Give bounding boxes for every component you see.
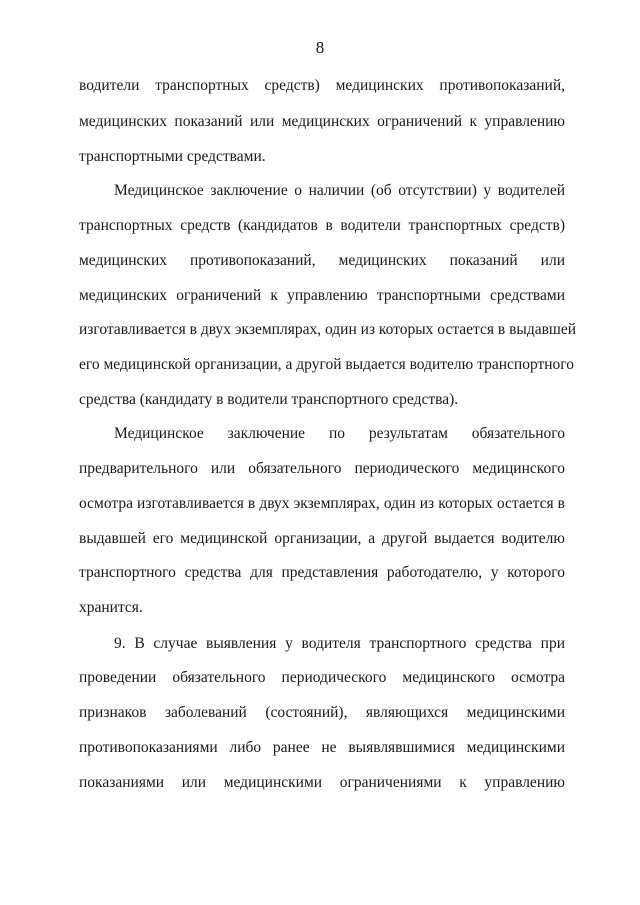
text-line: транспортного средства для представления работодателю, у которого <box>79 564 565 581</box>
text-line: осмотра изготавливается в двух экземплярах, один из которых остается в <box>79 495 565 512</box>
text-line: медицинских показаний или медицинских ограничений к управлению <box>79 113 565 130</box>
text-line: выдавшей его медицинской организации, а другой выдается водителю <box>79 530 565 547</box>
text-line: предварительного или обязательного периодического медицинского <box>79 460 565 477</box>
text-line: Медицинское заключение по результатам обязательного <box>114 425 565 442</box>
text-line: транспортными средствами. <box>79 148 266 165</box>
page-number: 8 <box>315 38 325 57</box>
text-line: проведении обязательного периодического медицинского осмотра <box>79 669 565 686</box>
text-line: медицинских противопоказаний, медицинских показаний или <box>79 252 565 269</box>
text-line: водители транспортных средств) медицинских противопоказаний, <box>79 77 565 94</box>
text-line: Медицинское заключение о наличии (об отсутствии) у водителей <box>114 182 565 199</box>
text-line: признаков заболеваний (состояний), являющихся медицинскими <box>79 704 565 721</box>
text-line: его медицинской организации, а другой выдается водителю транспортного <box>79 356 575 373</box>
text-line: транспортных средств (кандидатов в водители транспортных средств) <box>79 217 565 234</box>
text-line: противопоказаниями либо ранее не выявлявшимися медицинскими <box>79 739 565 756</box>
text-line: 9. В случае выявления у водителя транспортного средства при <box>114 635 565 652</box>
text-line: показаниями или медицинскими ограничениями к управлению <box>79 774 565 791</box>
text-line: хранится. <box>79 599 143 616</box>
text-line: средства (кандидату в водители транспортного средства). <box>79 391 459 408</box>
text-line: медицинских ограничений к управлению транспортными средствами <box>79 287 565 304</box>
text-line: изготавливается в двух экземплярах, один из которых остается в выдавшей <box>79 321 577 338</box>
